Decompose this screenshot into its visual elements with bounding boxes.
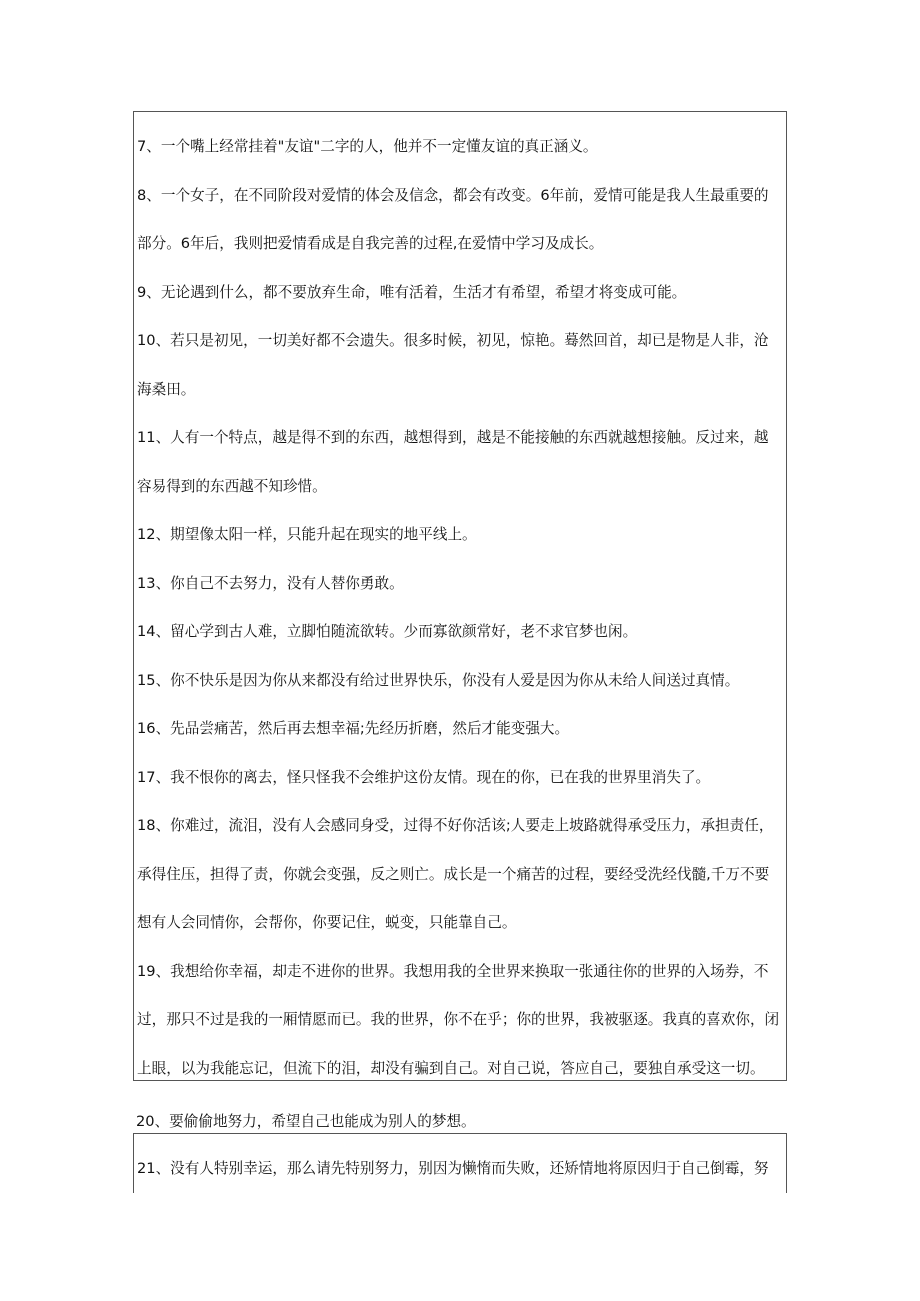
text-line: 承得住压，担得了责，你就会变强，反之则亡。成长是一个痛苦的过程，要经受洗经伐髓,千万不要	[137, 866, 770, 883]
text-line: 10、若只是初见，一切美好都不会遗失。很多时候，初见，惊艳。蓦然回首，却已是物是人非，沧	[137, 332, 769, 349]
text-line: 部分。6年后，我则把爱情看成是自我完善的过程,在爱情中学习及成长。	[137, 235, 604, 252]
text-line: 8、一个女子，在不同阶段对爱情的体会及信念，都会有改变。6年前，爱情可能是我人生最重要的	[137, 187, 769, 204]
text-frame-bottom	[133, 1133, 787, 1193]
text-line: 15、你不快乐是因为你从来都没有给过世界快乐，你没有人爱是因为你从未给人间送过真情。	[137, 672, 740, 689]
text-frame-top	[133, 111, 787, 1081]
text-line: 12、期望像太阳一样，只能升起在现实的地平线上。	[137, 526, 477, 543]
text-line: 19、我想给你幸福，却走不进你的世界。我想用我的全世界来换取一张通往你的世界的入场券，不	[137, 963, 769, 980]
text-line: 9、无论遇到什么，都不要放弃生命，唯有活着，生活才有希望，希望才将变成可能。	[137, 284, 687, 301]
text-line: 13、你自己不去努力，没有人替你勇敢。	[137, 575, 404, 592]
text-line: 14、留心学到古人难，立脚怕随流欲转。少而寡欲颜常好，老不求官梦也闲。	[137, 623, 638, 640]
text-line: 想有人会同情你，会帮你，你要记住，蜕变，只能靠自己。	[137, 914, 517, 931]
text-line: 7、一个嘴上经常挂着"友谊"二字的人，他并不一定懂友谊的真正涵义。	[137, 138, 598, 155]
text-line: 18、你难过，流泪，没有人会感同身受，过得不好你活该;人要走上坡路就得承受压力，承担责任，	[137, 817, 774, 834]
text-line: 海桑田。	[137, 381, 196, 398]
text-line: 11、人有一个特点，越是得不到的东西，越想得到，越是不能接触的东西就越想接触。反过来，越	[137, 429, 769, 446]
text-line: 17、我不恨你的离去，怪只怪我不会维护这份友情。现在的你，已在我的世界里消失了。	[137, 769, 711, 786]
text-line-unboxed: 20、要偷偷地努力，希望自己也能成为别人的梦想。	[136, 1113, 476, 1130]
text-line: 上眼，以为我能忘记，但流下的泪，却没有骗到自己。对自己说，答应自己，要独自承受这一切。	[137, 1060, 765, 1077]
text-line: 21、没有人特别幸运，那么请先特别努力，别因为懒惰而失败，还矫情地将原因归于自己倒霉，努	[137, 1160, 769, 1177]
text-line: 容易得到的东西越不知珍惜。	[137, 478, 327, 495]
text-line: 过，那只不过是我的一厢情愿而已。我的世界，你不在乎；你的世界，我被驱逐。我真的喜欢你，闭	[137, 1011, 780, 1028]
text-line: 16、先品尝痛苦，然后再去想幸福;先经历折磨，然后才能变强大。	[137, 720, 570, 737]
